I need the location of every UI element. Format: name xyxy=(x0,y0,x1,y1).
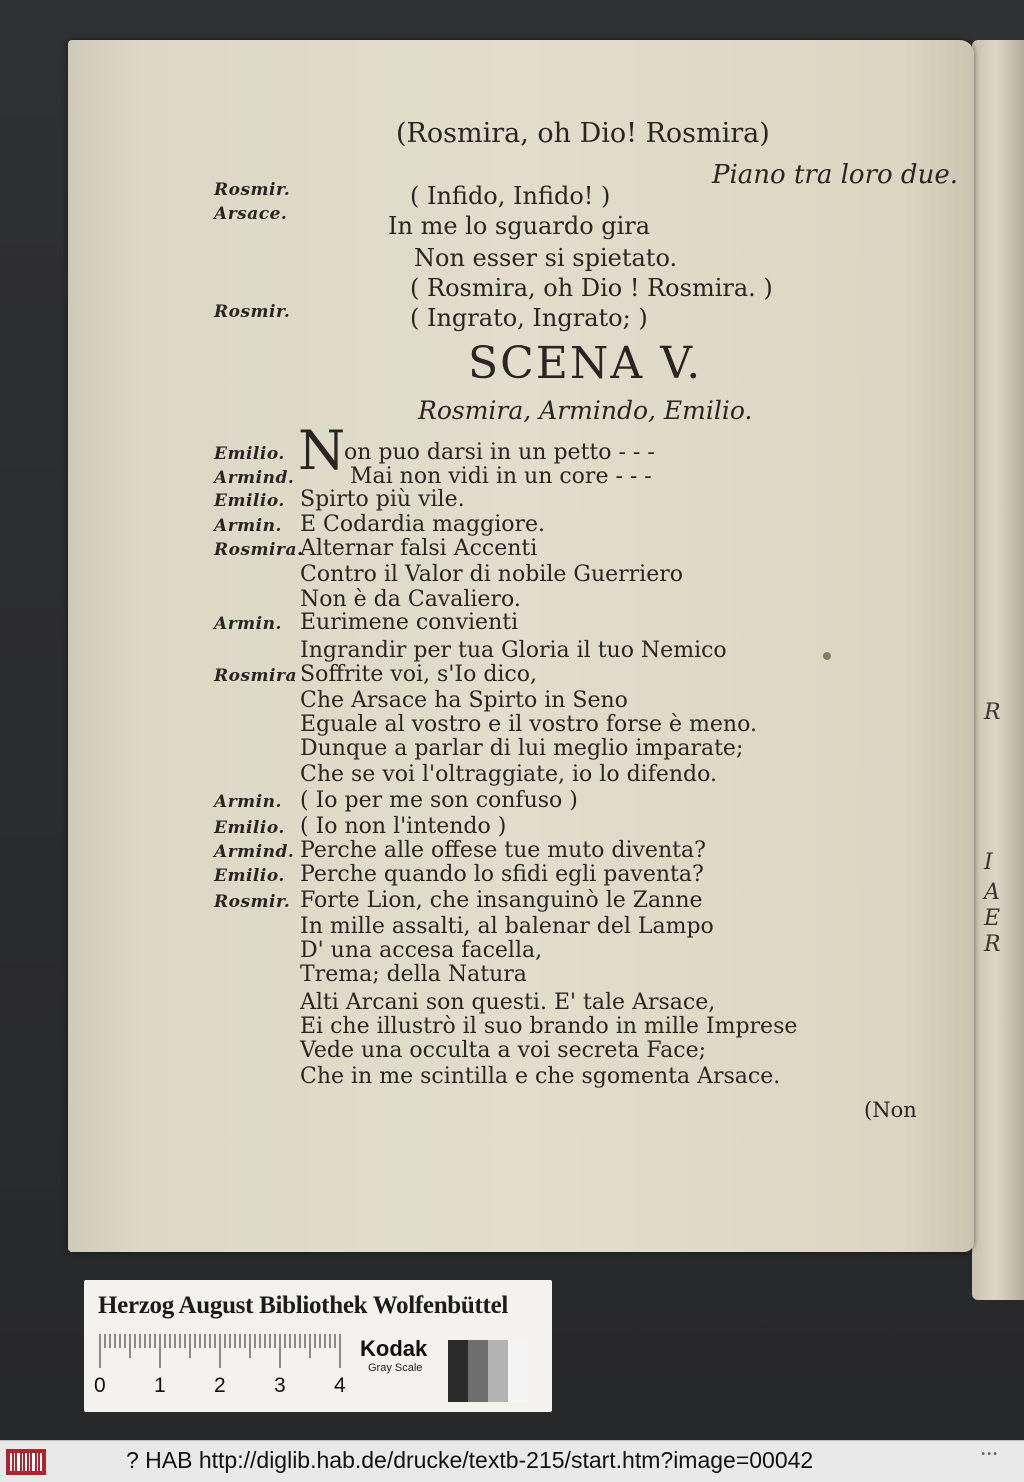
speaker-label: Emilio. xyxy=(214,866,285,886)
speaker-label: Armin. xyxy=(214,614,282,634)
next-page-edge xyxy=(972,40,1024,1300)
speaker-label: Emilio. xyxy=(214,491,285,511)
verse-line: Eguale al vostro e il vostro forse è meno. xyxy=(300,712,757,737)
ruler-number: 1 xyxy=(154,1374,166,1397)
verse-line: ( Infido, Infido! ) xyxy=(410,182,611,210)
verse-line: Alternar falsi Accenti xyxy=(300,536,538,561)
speaker-label: Arsace. xyxy=(214,204,288,224)
verse-line: Dunque a parlar di lui meglio imparate; xyxy=(300,736,744,761)
ruler-number: 4 xyxy=(334,1374,346,1397)
scene-title: SCENA V. xyxy=(468,338,703,389)
next-page-fragment: R xyxy=(984,932,1001,957)
speaker-label: Armin. xyxy=(214,792,282,812)
paper-stain xyxy=(823,652,831,660)
kodak-logo: Kodak xyxy=(360,1336,428,1361)
verse-line: Perche quando lo sfidi egli paventa? xyxy=(300,862,704,887)
scene-characters: Rosmira, Armindo, Emilio. xyxy=(418,396,753,425)
verse-line: Ingrandir per tua Gloria il tuo Nemico xyxy=(300,638,727,663)
next-page-fragment: E xyxy=(984,906,1001,931)
ruler-number: 3 xyxy=(274,1374,286,1397)
catchword: (Non xyxy=(864,1098,917,1122)
gray-patch xyxy=(488,1340,508,1402)
verse-line: ( Rosmira, oh Dio ! Rosmira. ) xyxy=(410,274,773,302)
ruler-number: 0 xyxy=(94,1374,106,1397)
gray-patch xyxy=(468,1340,488,1402)
status-url[interactable]: ? HAB http://diglib.hab.de/drucke/textb-215/start.htm?image=00042 xyxy=(126,1447,814,1473)
measuring-ruler xyxy=(98,1334,344,1376)
verse-line: Che in me scintilla e che sgomenta Arsace. xyxy=(300,1064,781,1089)
verse-line: In mille assalti, al balenar del Lampo xyxy=(300,914,714,939)
speaker-label: Rosmira. xyxy=(214,540,304,560)
verse-line: Non esser si spietato. xyxy=(414,244,678,272)
verse-line: Eurimene convienti xyxy=(300,610,519,635)
gray-scale-patches xyxy=(448,1340,528,1402)
verse-line: D' una accesa facella, xyxy=(300,938,543,963)
speaker-label: Armin. xyxy=(214,516,282,536)
speaker-label: Rosmir. xyxy=(214,892,291,912)
gray-patch xyxy=(448,1340,468,1402)
verse-line: Perche alle offese tue muto diventa? xyxy=(300,838,706,863)
speaker-label: Rosmira xyxy=(214,666,297,686)
stage-direction: Piano tra loro due. xyxy=(712,160,958,190)
card-title: Herzog August Bibliothek Wolfenbüttel xyxy=(98,1292,509,1319)
verse-line: Vede una occulta a voi secreta Face; xyxy=(300,1038,707,1063)
verse-line: on puo darsi in un petto - - - xyxy=(344,440,655,465)
verse-line: Contro il Valor di nobile Guerriero xyxy=(300,562,683,587)
verse-line: Forte Lion, che insanguinò le Zanne xyxy=(300,888,703,913)
verse-line: Che Arsace ha Spirto in Seno xyxy=(300,688,628,713)
gray-patch xyxy=(508,1340,528,1402)
speaker-label: Emilio. xyxy=(214,818,285,838)
more-dots-icon[interactable]: ••• xyxy=(980,1449,998,1460)
opening-line: (Rosmira, oh Dio! Rosmira) xyxy=(396,118,770,149)
speaker-label: Emilio. xyxy=(214,444,285,464)
verse-line: Trema; della Natura xyxy=(300,962,527,987)
speaker-label: Armind. xyxy=(214,842,295,862)
next-page-fragment: R xyxy=(984,700,1001,725)
speaker-label: Armind. xyxy=(214,468,295,488)
drop-cap: N xyxy=(298,419,346,482)
verse-line: Soffrite voi, s'Io dico, xyxy=(300,662,537,687)
verse-line: Ei che illustrò il suo brando in mille Imprese xyxy=(300,1014,798,1039)
status-bar xyxy=(0,1440,1024,1482)
verse-line: E Codardia maggiore. xyxy=(300,512,546,537)
ruler-number: 2 xyxy=(214,1374,226,1397)
verse-line: Che se voi l'oltraggiate, io lo difendo. xyxy=(300,762,717,787)
verse-line: Mai non vidi in un core - - - xyxy=(350,464,652,489)
speaker-label: Rosmir. xyxy=(214,180,291,200)
next-page-fragment: I xyxy=(984,850,993,875)
verse-line: Alti Arcani son questi. E' tale Arsace, xyxy=(300,990,716,1015)
barcode-icon xyxy=(6,1449,46,1475)
verse-line: In me lo sguardo gira xyxy=(388,212,651,240)
gray-scale-label: Gray Scale xyxy=(368,1362,423,1374)
verse-line: ( Io non l'intendo ) xyxy=(300,814,507,839)
verse-line: Non è da Cavaliero. xyxy=(300,587,521,612)
next-page-fragment: A xyxy=(984,880,1000,905)
verse-line: ( Io per me son confuso ) xyxy=(300,788,578,813)
speaker-label: Rosmir. xyxy=(214,302,291,322)
verse-line: ( Ingrato, Ingrato; ) xyxy=(410,304,648,332)
verse-line: Spirto più vile. xyxy=(300,487,465,512)
color-reference-card xyxy=(84,1280,552,1412)
